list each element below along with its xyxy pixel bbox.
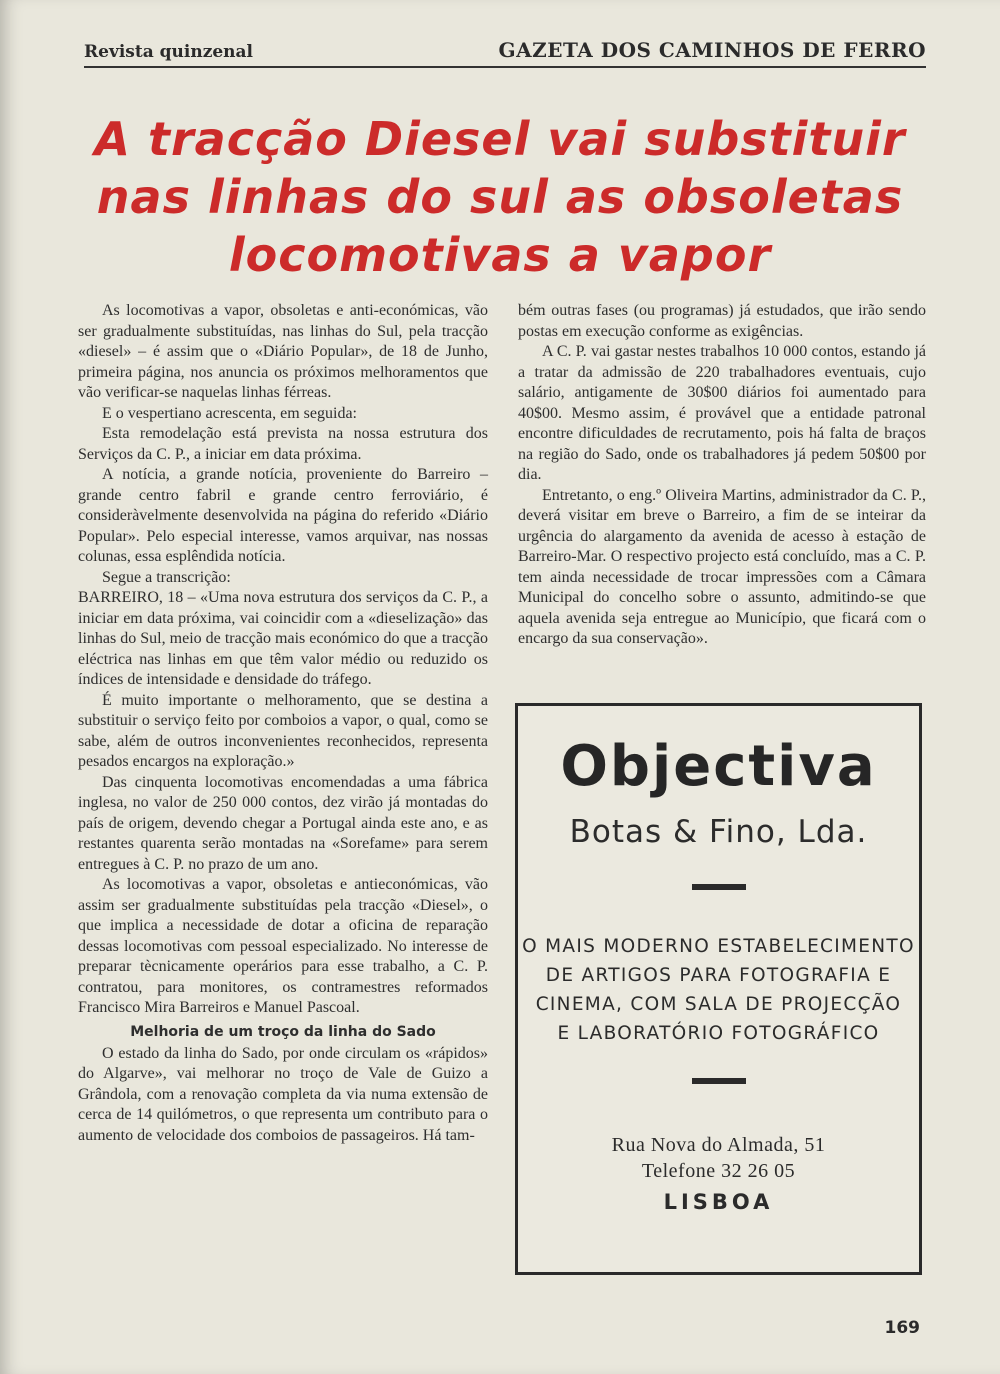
ad-company-name: Botas & Fino, Lda. [569, 814, 868, 850]
article-paragraph: Entretanto, o eng.º Oliveira Martins, administrador da C. P., deverá visitar em breve o Barreiro, a fim de se inteirar da urgência do alargamento da avenida de acesso à estação de Barreiro-Mar. O respectivo projecto está concluído, mas a C. P. tem ainda necessidade de trocar impressões com a Câmara Municipal do concelho sobre o assunto, admitindo-se que aquela avenida seja entregue ao Município, que ficará com o encargo da sua conservação». [518, 486, 926, 647]
ad-description-line: DE ARTIGOS PARA FOTOGRAFIA E [545, 965, 892, 986]
article-paragraph: As locomotivas a vapor, obsoletas e antieconómicas, vão assim ser gradualmente substituídas pela tracção «Diesel», o que implica a necessidade de dotar a oficina de reparação dessas locomotivas com pessoal especializado. No interesse de preparar tècnicamente operários para esse trabalho, a C. P. contratou, para monitores, os contramestres reformados Francisco Mira Barreiros e Manuel Pascoal. [78, 876, 488, 1016]
ad-address: Rua Nova do Almada, 51 [611, 1134, 826, 1156]
article-right-column [518, 301, 926, 650]
ad-brand-name: Objectiva [560, 734, 877, 799]
article-paragraph: Das cinquenta locomotivas encomendadas a uma fábrica inglesa, no valor de 250 000 contos, dez virão já montadas do país de origem, devendo chegar a Portugal ainda este ano, e as restantes quarenta serão montadas na «Sorefame» para serem entregues à C. P. no prazo de um ano. [78, 773, 488, 873]
header-publication-title: GAZETA DOS CAMINHOS DE FERRO [498, 38, 926, 62]
advertisement-box [515, 703, 922, 1275]
page-number: 169 [884, 1318, 920, 1338]
article-title [60, 110, 940, 284]
ad-description-line: CINEMA, COM SALA DE PROJECÇÃO [535, 994, 902, 1015]
title-line-2: nas linhas do sul as obsoletas [96, 170, 904, 224]
title-line-3: locomotivas a vapor [228, 228, 772, 282]
article-paragraph: A C. P. vai gastar nestes trabalhos 10 000 contos, estando já a tratar da admissão de 220 trabalhadores eventuais, cujo salário, antigamente de 30$00 diários foi aumentado para 40$00. Mesmo assim, é provável que a entidade patronal encontre dificuldades de recrutamento, pois há falta de braços na região do Sado, onde os trabalhadores já pedem 50$00 por dia. [518, 343, 926, 483]
ad-phone: Telefone 32 26 05 [641, 1160, 796, 1182]
ad-divider [692, 1078, 746, 1084]
page-header [84, 36, 926, 68]
article-paragraph: As locomotivas a vapor, obsoletas e anti-económicas, vão ser gradualmente substituídas, nas linhas do Sul, pela tracção «diesel» – é assim que o «Diário Popular», de 18 de Junho, primeira página, nos anuncia os próximos melhoramentos que vão verificar-se naquelas linhas férreas. [78, 302, 488, 401]
ad-contact [518, 1132, 919, 1184]
article-paragraph: A notícia, a grande notícia, proveniente do Barreiro – grande centro fabril e grande centro ferroviário, é consideràvelmente desenvolvida na página do referido «Diário Popular». Pelo especial interesse, vamos arquivar, nas nossas colunas, essa esplêndida notícia. [78, 466, 488, 565]
article-paragraph: O estado da linha do Sado, por onde circulam os «rápidos» do Algarve», vai melhorar no troço de Vale de Guizo a Grândola, com a renovação completa da via numa extensão de cerca de 14 quilómetros, o que representa um contributo para o aumento de velocidade dos comboios de passageiros. Há tam- [78, 1044, 488, 1144]
ad-description-line: O MAIS MODERNO ESTABELECIMENTO [522, 936, 915, 957]
article-subheading: Melhoria de um troço da linha do Sado [130, 1023, 436, 1040]
ad-divider [692, 884, 746, 890]
article-paragraph: É muito importante o melhoramento, que se destina a substituir o serviço feito por comboios a vapor, o qual, como se sabe, além de outros inconvenientes reconhecidos, representa pesados encargos na exploração.» [78, 691, 488, 770]
ad-description-line: E LABORATÓRIO FOTOGRÁFICO [557, 1023, 880, 1044]
ad-city: LISBOA [663, 1190, 774, 1214]
ad-description [518, 932, 919, 1048]
article-paragraph: Segue a transcrição: [102, 568, 231, 586]
header-periodicity: Revista quinzenal [84, 42, 254, 62]
article-paragraph: BARREIRO, 18 – «Uma nova estrutura dos serviços da C. P., a iniciar em data próxima, vai coincidir com a «dieselização» das linhas do Sul, meio de tracção mais económico do que a tracção eléctrica nas linhas em que têm valor médio ou reduzido os índices de intensidade e densidade do tráfego. [78, 589, 488, 688]
article-paragraph-continuation: bém outras fases (ou programas) já estudados, que irão sendo postas em execução conforme as exigências. [518, 302, 926, 340]
article-left-column [78, 301, 488, 1146]
article-paragraph: E o vespertiano acrescenta, em seguida: [102, 404, 357, 422]
title-line-1: A tracção Diesel vai substituir [94, 112, 906, 166]
article-paragraph: Esta remodelação está prevista na nossa estrutura dos Serviços da C. P., a iniciar em data próxima. [78, 425, 488, 463]
